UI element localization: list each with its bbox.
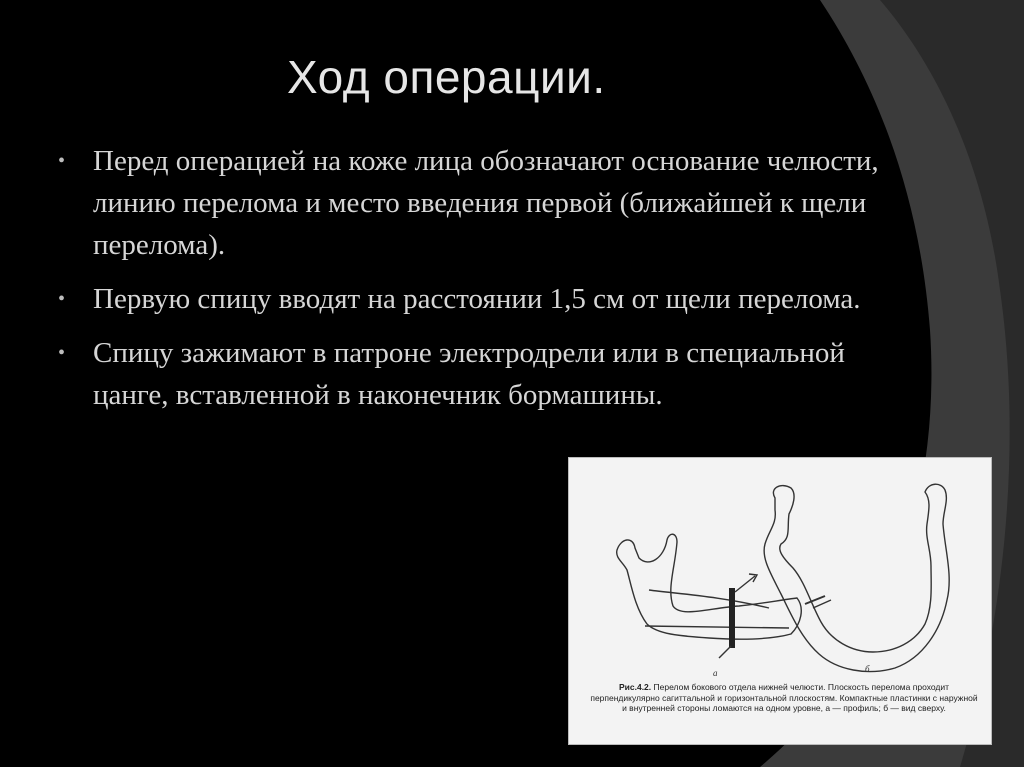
jaw-top-view-drawing [764, 484, 949, 671]
jaw-profile-drawing [617, 534, 802, 658]
caption-number: Рис.4.2. [618, 682, 652, 692]
label-a: а [713, 668, 718, 678]
bullet-icon: • [58, 288, 66, 310]
slide-title: Ход операции. [287, 51, 606, 103]
caption-text: Перелом бокового отдела нижней челюсти. Плоскость перелома проходит перпендикулярно сагиттальной и горизонтальной плоскостям. Компактные пластинки с наружной и внутренней стороны ломаются на одном уровне, а — профиль; б — вид сверху. [590, 682, 978, 713]
bullet-text: Перед операцией на коже лица обозначают основание челюсти, линию перелома и место введения первой (ближайшей к щели перелома). [93, 145, 879, 261]
bullet-icon: • [58, 150, 66, 172]
label-b: б [865, 664, 870, 674]
figure-caption [589, 682, 979, 714]
bullet-item [50, 332, 890, 416]
bullet-list [50, 140, 890, 428]
bullet-item [50, 278, 890, 320]
bullet-icon: • [58, 342, 66, 364]
bullet-text: Спицу зажимают в патроне электродрели или в специальной цанге, вставленной в наконечник бормашины. [93, 337, 845, 411]
bullet-text: Первую спицу вводят на расстоянии 1,5 см от щели перелома. [93, 283, 861, 315]
bullet-item [50, 140, 890, 266]
jaw-fracture-figure [568, 457, 992, 745]
